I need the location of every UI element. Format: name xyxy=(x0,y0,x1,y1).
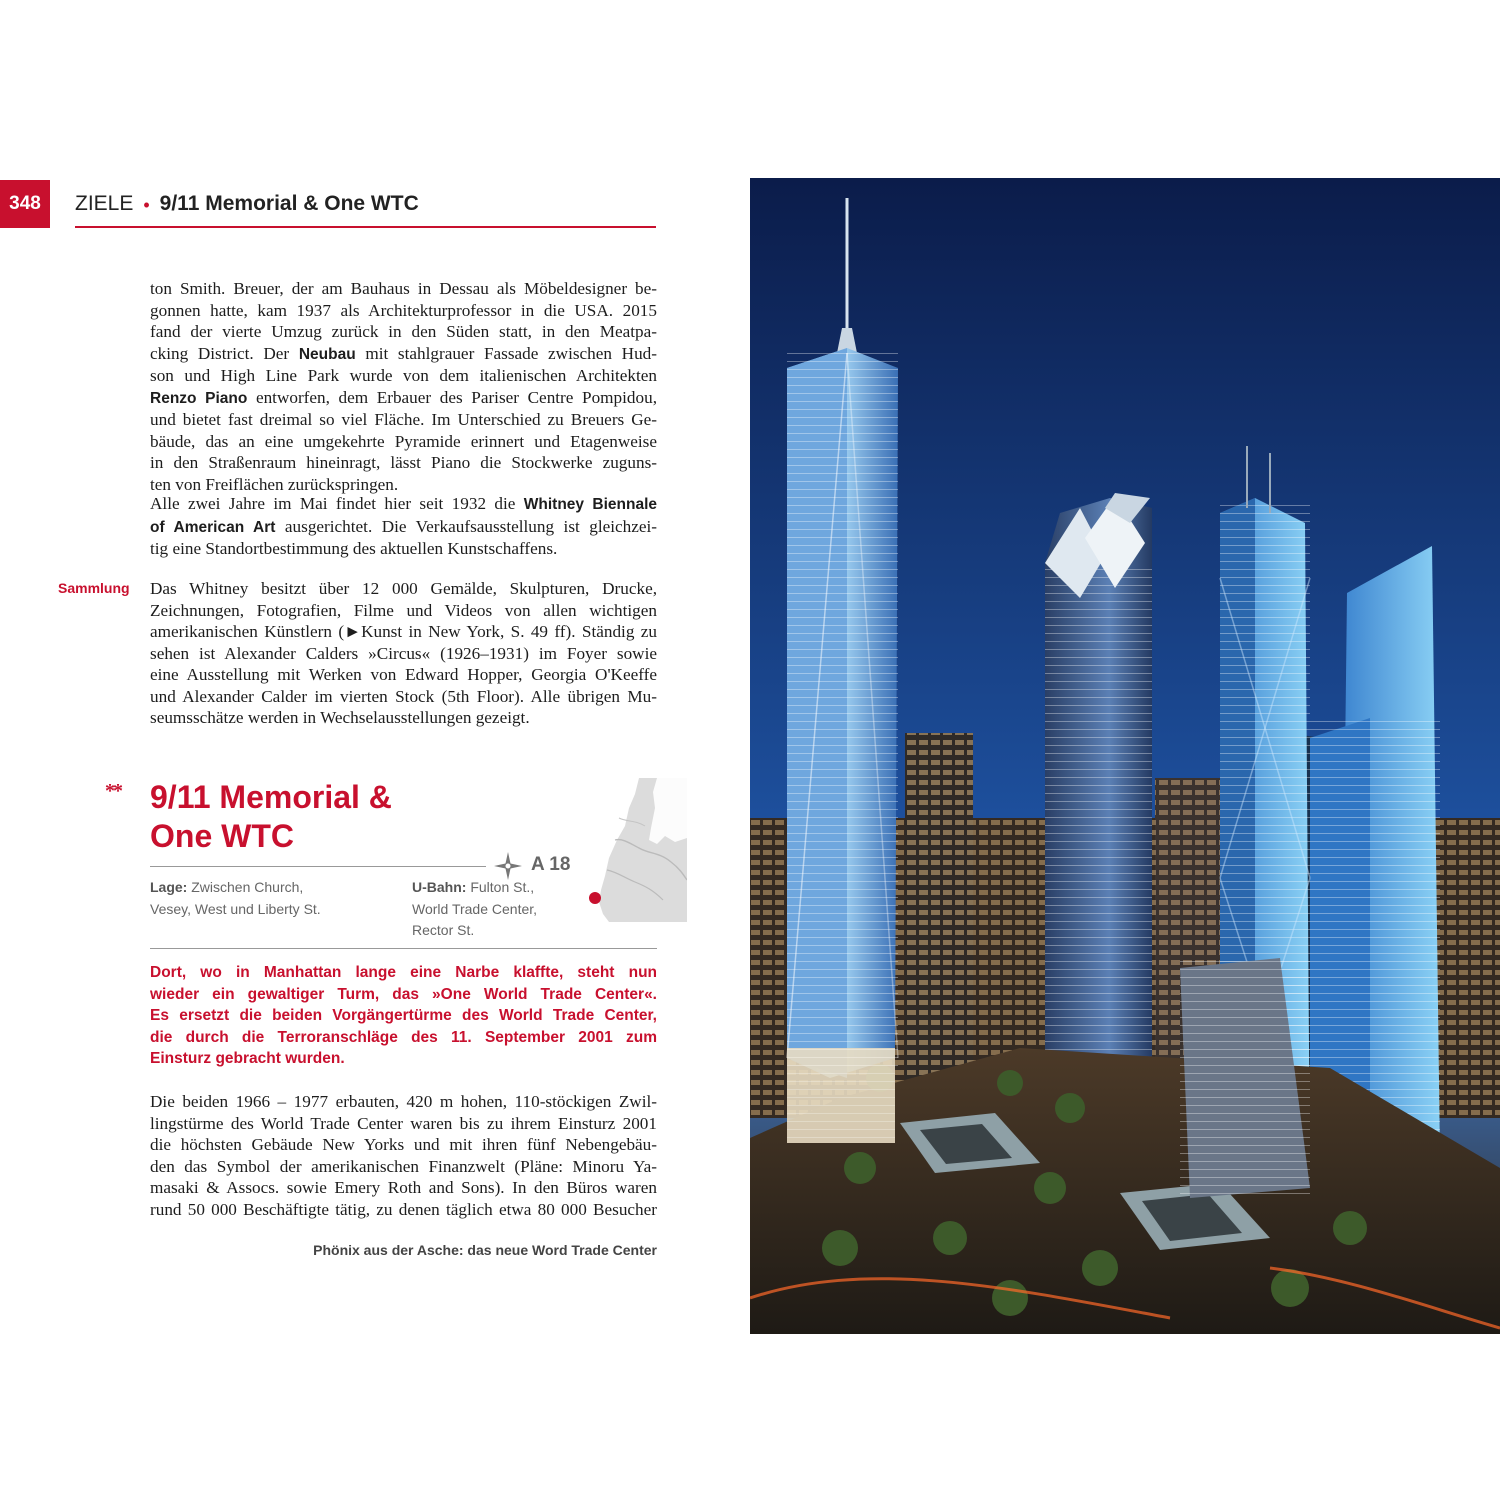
wtc-skyline-photo xyxy=(750,178,1500,1334)
location-value: Zwischen Church, xyxy=(191,879,304,895)
section-title-line2: One WTC xyxy=(150,818,294,854)
text-line: sehen ist Alexander Calders »Circus« (1926–1931) im Foyer sowie xyxy=(150,643,657,663)
text-line: wieder ein gewaltiger Turm, das »One World Trade Center«. xyxy=(150,985,657,1003)
paragraph-collection xyxy=(150,578,657,729)
text-line: bäude, das an eine umgekehrte Pyramide erinnert und Etagenweise xyxy=(150,431,657,451)
text-line: Das Whitney besitzt über 12 000 Gemälde, Skulpturen, Drucke, xyxy=(150,579,657,598)
text-line: cking District. Der Neubau mit stahlgrauer Fassade zwischen Hud- xyxy=(150,343,657,363)
info-subway xyxy=(412,877,582,942)
location-marker-icon xyxy=(589,892,601,904)
subway-value-line3: Rector St. xyxy=(412,922,475,938)
paragraph-biennale xyxy=(150,493,657,560)
text-line: ton Smith. Breuer, der am Bauhaus in Dessau als Möbeldesigner be- xyxy=(150,279,657,298)
text-line: eine Ausstellung mit Werken von Edward Hopper, Georgia O'Keeffe xyxy=(150,665,657,684)
text-line: Dort, wo in Manhattan lange eine Narbe klaffte, steht nun xyxy=(150,964,657,981)
text-line: die höchsten Gebäude New Yorks und mit ihren fünf Nebengebäu- xyxy=(150,1135,657,1154)
running-head-separator: • xyxy=(143,195,150,215)
title-rule xyxy=(150,866,486,867)
text-line: rund 50 000 Beschäftigte tätig, zu denen täglich etwa 80 000 Besucher xyxy=(150,1199,657,1219)
margin-label-sammlung: Sammlung xyxy=(58,580,130,596)
page-number: 348 xyxy=(0,180,50,228)
text-line: die durch die Terroranschläge des 11. September 2001 zum xyxy=(150,1028,657,1046)
text-line: tig eine Standortbestimmung des aktuellen Kunstschaffens. xyxy=(150,539,558,558)
subway-value: Fulton St., xyxy=(470,879,535,895)
running-head-section: ZIELE xyxy=(75,192,134,215)
paragraph-twin-towers xyxy=(150,1091,657,1220)
text-line: und bietet fast dreimal so viel Fläche. Im Unterschied zu Breuers Ge- xyxy=(150,410,657,429)
text-line: gonnen hatte, kam 1937 als Architekturprofessor in die USA. 2015 xyxy=(150,300,657,320)
location-value-line2: Vesey, West und Liberty St. xyxy=(150,900,321,917)
text-line: Es ersetzt die beiden Vorgängertürme des World Trade Center, xyxy=(150,1007,657,1024)
info-rule xyxy=(150,948,657,949)
running-head-title: 9/11 Memorial & One WTC xyxy=(159,192,419,215)
text-line: fand der vierte Umzug zurück in den Süden statt, in den Meatpa- xyxy=(150,322,657,341)
subway-value-line2: World Trade Center, xyxy=(412,900,538,917)
section-title-line1: 9/11 Memorial & xyxy=(150,779,392,815)
locator-map xyxy=(579,778,687,922)
photo-caption: Phönix aus der Asche: das neue Word Trade Center xyxy=(313,1242,657,1258)
text-line: Einsturz gebracht wurden. xyxy=(150,1050,345,1067)
lead-paragraph xyxy=(150,962,657,1070)
paragraph-breuer xyxy=(150,278,657,495)
map-reference: A 18 xyxy=(531,854,571,875)
info-location xyxy=(150,877,390,920)
text-line: seumsschätze werden in Wechselausstellungen gezeigt. xyxy=(150,708,530,727)
text-line: Alle zwei Jahre im Mai findet hier seit 1932 die Whitney Biennale xyxy=(150,494,657,513)
rating-stars: ** xyxy=(105,780,121,802)
text-line: of American Art ausgerichtet. Die Verkaufsausstellung ist gleichzei- xyxy=(150,516,658,536)
text-line: in den Straßenraum hineinragt, lässt Piano die Stockwerke zuguns- xyxy=(150,453,657,472)
compass-icon xyxy=(494,852,522,880)
text-line: masaki & Assocs. sowie Emery Roth and Sons). In den Büros waren xyxy=(150,1178,657,1197)
text-line: Renzo Piano entworfen, dem Erbauer des Pariser Centre Pompidou, xyxy=(150,387,657,407)
running-head xyxy=(75,192,656,228)
text-line: den das Symbol der amerikanischen Finanzwelt (Pläne: Minoru Ya- xyxy=(150,1156,657,1176)
text-line: son und High Line Park wurde von dem italienischen Architekten xyxy=(150,366,657,385)
text-line: ten von Freiflächen zurückspringen. xyxy=(150,474,399,494)
text-line: amerikanischen Künstlern (►Kunst in New York, S. 49 ff). Ständig zu xyxy=(150,622,657,641)
text-line: und Alexander Calder im vierten Stock (5th Floor). Alle übrigen Mu- xyxy=(150,686,657,706)
text-line: lingstürme des World Trade Center waren bis zu ihrem Einsturz 2001 xyxy=(150,1113,657,1133)
text-line: Die beiden 1966 – 1977 erbauten, 420 m hohen, 110-stöckigen Zwil- xyxy=(150,1092,657,1111)
location-label: Lage: xyxy=(150,879,188,895)
subway-label: U-Bahn: xyxy=(412,879,467,895)
text-line: Zeichnungen, Fotografien, Filme und Videos von allen wichtigen xyxy=(150,600,657,620)
section-title xyxy=(150,778,392,856)
